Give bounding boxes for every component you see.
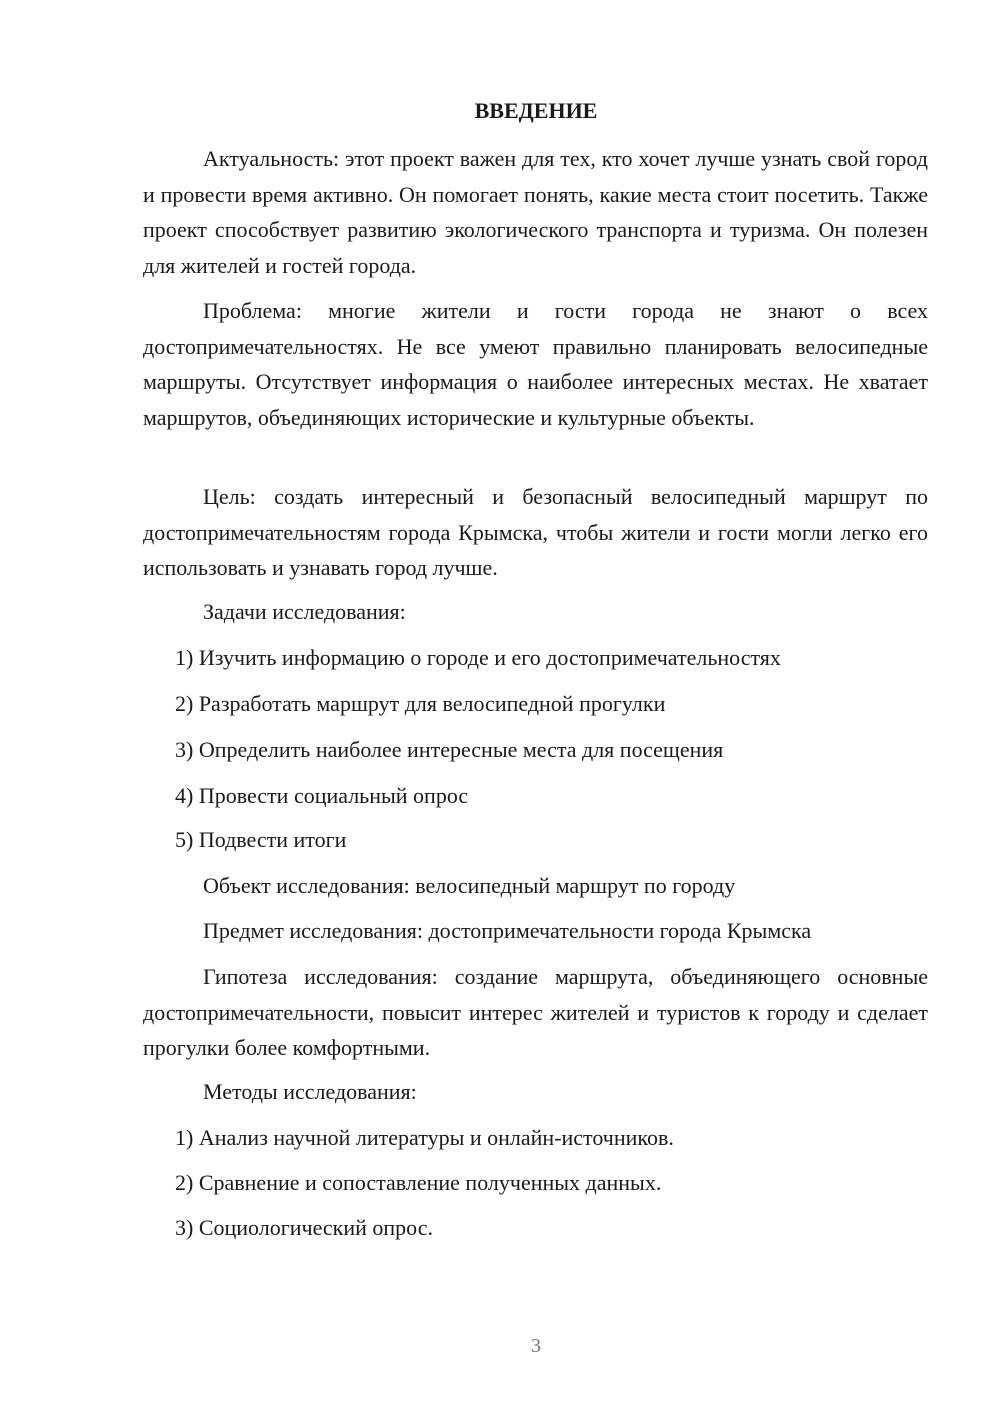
page-number: 3 — [531, 1335, 541, 1357]
research-subject: Предмет исследования: достопримечательности города Крымска — [203, 918, 812, 943]
task-item: 1) Изучить информацию о городе и его достопримечательностях — [175, 645, 781, 670]
research-object: Объект исследования: велосипедный маршрут по городу — [203, 873, 736, 898]
task-item: 5) Подвести итоги — [175, 827, 347, 852]
tasks-heading: Задачи исследования: — [203, 599, 406, 624]
section-heading: ВВЕДЕНИЕ — [474, 98, 598, 123]
method-item: 1) Анализ научной литературы и онлайн-источников. — [175, 1125, 674, 1150]
task-item: 4) Провести социальный опрос — [175, 783, 469, 808]
problem-paragraph: Проблема: многие жители и гости города не знают о всех достопримечательностях. Не все умеют правильно планировать велосипедные маршруты. Отсутствует информация о наиболее интересных местах. Не хватает маршрутов, объединяющих исторические и культурные объекты. — [143, 298, 928, 430]
relevance-paragraph: Актуальность: этот проект важен для тех, кто хочет лучше узнать свой город и провести время активно. Он помогает понять, какие места стоит посетить. Также проект способствует развитию экологического транспорта и туризма. Он полезен для жителей и гостей города. — [143, 146, 928, 278]
task-item: 3) Определить наиболее интересные места для посещения — [175, 737, 724, 762]
method-item: 3) Социологический опрос. — [175, 1215, 433, 1240]
task-item: 2) Разработать маршрут для велосипедной прогулки — [175, 691, 666, 716]
goal-paragraph: Цель: создать интересный и безопасный велосипедный маршрут по достопримечательностям города Крымска, чтобы жители и гости могли легко его использовать и узнавать город лучше. — [143, 484, 928, 580]
hypothesis-paragraph: Гипотеза исследования: создание маршрута, объединяющего основные достопримечательности, повысит интерес жителей и туристов к городу и сделает прогулки более комфортными. — [143, 964, 928, 1060]
methods-heading: Методы исследования: — [203, 1079, 417, 1104]
method-item: 2) Сравнение и сопоставление полученных данных. — [175, 1170, 662, 1195]
